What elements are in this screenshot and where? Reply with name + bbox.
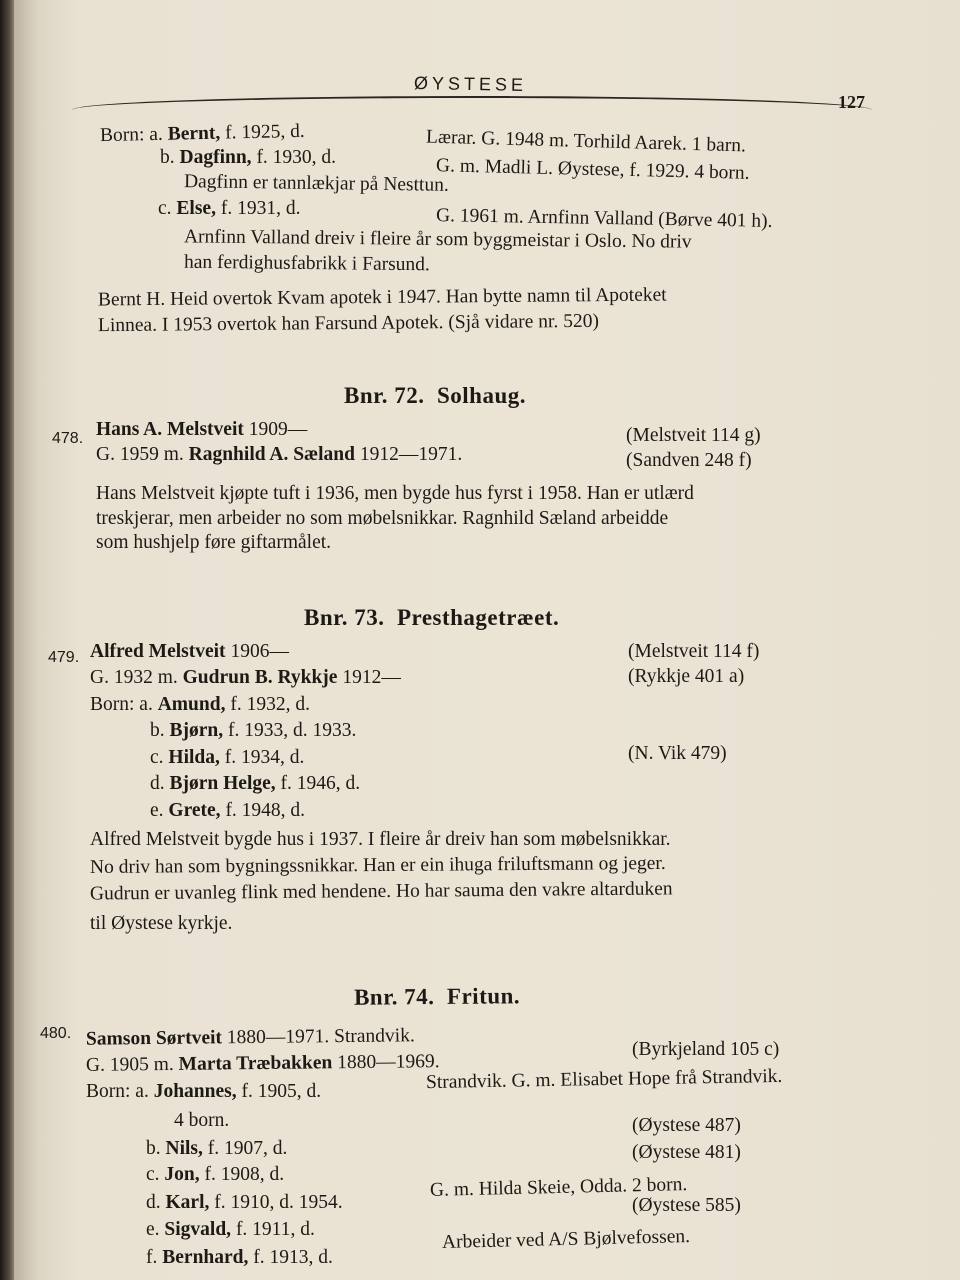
running-header: ØYSTESE: [413, 73, 528, 95]
paragraph-line: Alfred Melstveit bygde hus i 1937. I fleire år dreiv han som møbelsnikkar.: [90, 829, 671, 850]
person-line: Hans A. Melstveit 1909—: [96, 419, 308, 440]
reference: (Melstveit 114 f): [628, 641, 760, 662]
child-note: Lærar. G. 1948 m. Torhild Aarek. 1 barn.: [425, 126, 747, 157]
paragraph-line: som hushjelp føre giftarmålet.: [96, 532, 332, 553]
spouse-line: G. 1905 m. Marta Træbakken 1880—1969.: [85, 1051, 440, 1076]
child-row: c. Jon, f. 1908, d.: [146, 1164, 285, 1185]
paragraph-line: Gudrun er uvanleg flink med hendene. Ho har sauma den vakre altarduken: [89, 878, 673, 905]
child-note: Arbeider ved A/S Bjølvefossen.: [441, 1225, 691, 1254]
child-row: e. Sigvald, f. 1911, d.: [146, 1219, 315, 1240]
spouse-line: G. 1932 m. Gudrun B. Rykkje 1912—: [90, 667, 401, 688]
reference: (Melstveit 114 g): [626, 425, 761, 446]
person-line: Alfred Melstveit 1906—: [90, 641, 289, 662]
paragraph-line: til Øystese kyrkje.: [90, 913, 233, 934]
child-row: 4 born.: [174, 1110, 230, 1131]
paragraph-line: No driv han som bygningssnikkar. Han er ein ihuga friluftsmann og jeger.: [89, 852, 666, 879]
note-line: han ferdighusfabrikk i Farsund.: [183, 251, 430, 276]
child-row: Born: a. Johannes, f. 1905, d.: [86, 1081, 322, 1102]
book-spine-shadow: [0, 0, 14, 1280]
page-number: 127: [838, 92, 865, 112]
note-line: Arnfinn Valland dreiv i fleire år som byggmeistar i Oslo. No driv: [183, 226, 692, 253]
entry-number: 478.: [52, 430, 84, 447]
section-heading: Bnr. 73. Presthagetræet.: [304, 605, 560, 630]
reference: (Øystese 487): [632, 1115, 741, 1136]
child-row: c. Hilda, f. 1934, d.: [150, 747, 305, 768]
paragraph-line: Hans Melstveit kjøpte tuft i 1936, men bygde hus fyrst i 1958. Han er utlærd: [96, 483, 694, 504]
reference: (Sandven 248 f): [626, 450, 752, 471]
child-row: b. Dagfinn, f. 1930, d.: [160, 147, 337, 168]
child-row: f. Bernhard, f. 1913, d.: [146, 1247, 333, 1268]
child-row: Born: a. Bernt, f. 1925, d.: [99, 120, 305, 147]
header-rule: [72, 96, 872, 110]
paragraph-line: treskjerar, men arbeider no som møbelsnikkar. Ragnhild Sæland arbeidde: [96, 508, 669, 529]
note-line: Dagfinn er tannlækjar på Nesttun.: [183, 171, 449, 196]
section-heading: Bnr. 74. Fritun.: [353, 983, 521, 1010]
child-row: Born: a. Amund, f. 1932, d.: [90, 694, 310, 715]
child-note: G. m. Madli L. Øystese, f. 1929. 4 born.: [435, 155, 750, 184]
paragraph-line: Linnea. I 1953 overtok han Farsund Apotek. (Sjå vidare nr. 520): [97, 310, 600, 337]
child-row: e. Grete, f. 1948, d.: [150, 800, 306, 821]
child-note: Strandvik. G. m. Elisabet Hope frå Strandvik.: [425, 1065, 783, 1094]
child-row: c. Else, f. 1931, d.: [158, 198, 301, 219]
child-note: G. 1961 m. Arnfinn Valland (Børve 401 h).: [435, 205, 773, 232]
reference: (Rykkje 401 a): [628, 666, 745, 687]
section-heading: Bnr. 72. Solhaug.: [344, 383, 526, 408]
person-line: Samson Sørtveit 1880—1971. Strandvik.: [85, 1025, 415, 1050]
child-row: d. Bjørn Helge, f. 1946, d.: [150, 773, 361, 794]
child-row: b. Nils, f. 1907, d.: [146, 1138, 288, 1159]
reference: (N. Vik 479): [628, 743, 727, 764]
reference: (Byrkjeland 105 c): [632, 1039, 780, 1060]
child-row: d. Karl, f. 1910, d. 1954.: [146, 1192, 343, 1213]
entry-number: 480.: [40, 1025, 72, 1042]
reference: (Øystese 481): [632, 1142, 741, 1163]
child-row: b. Bjørn, f. 1933, d. 1933.: [150, 720, 357, 741]
entry-number: 479.: [48, 649, 80, 666]
book-page: [14, 0, 960, 1280]
reference: (Øystese 585): [632, 1195, 741, 1216]
paragraph-line: Bernt H. Heid overtok Kvam apotek i 1947. Han bytte namn til Apoteket: [97, 284, 667, 311]
spouse-line: G. 1959 m. Ragnhild A. Sæland 1912—1971.: [96, 444, 463, 465]
child-note: G. m. Hilda Skeie, Odda. 2 born.: [429, 1174, 688, 1201]
